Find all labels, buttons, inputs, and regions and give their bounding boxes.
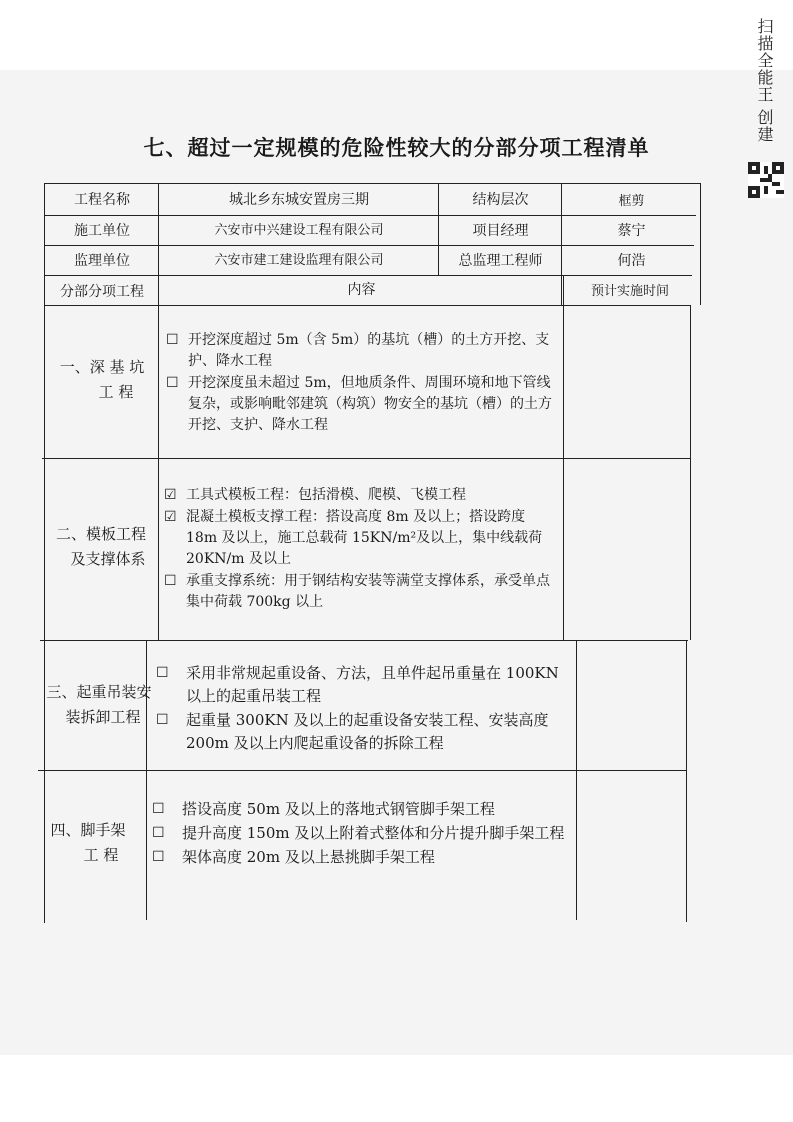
- chief-label: 总监理工程师: [458, 252, 543, 269]
- chief-value: 何浩: [617, 252, 646, 269]
- list-item: [164, 571, 556, 613]
- checkbox-icon[interactable]: ☐: [164, 573, 177, 589]
- section-category: [46, 355, 158, 405]
- construction-value: 六安市中兴建设工程有限公司: [214, 222, 384, 238]
- checkbox-icon[interactable]: ☐: [166, 332, 179, 348]
- watermark-text: 扫描全能王 创建: [755, 18, 774, 144]
- section-content: [156, 662, 570, 756]
- item-text: 工具式模板工程：包括滑模、爬模、飞模工程: [186, 487, 466, 503]
- item-text: 搭设高度 50m 及以上的落地式钢管脚手架工程: [182, 800, 495, 818]
- category-line: 四、脚手架: [50, 821, 126, 839]
- category-line: 三、起重吊装安: [46, 683, 152, 701]
- checkbox-icon[interactable]: ☐: [156, 712, 169, 728]
- item-text: 起重量 300KN 及以上的起重设备安装工程、安装高度 200m 及以上内爬起重设备的拆除工程: [186, 711, 549, 752]
- section-category: [40, 680, 158, 730]
- list-item: [156, 709, 570, 755]
- item-text: 架体高度 20m 及以上悬挑脚手架工程: [182, 848, 435, 866]
- checkbox-icon[interactable]: ☐: [152, 801, 165, 817]
- header-content: 内容: [347, 281, 376, 298]
- list-item: [164, 485, 556, 506]
- item-text: 承重支撑系统：用于钢结构安装等满堂支撑体系，承受单点集中荷载 700kg 以上: [186, 573, 550, 610]
- project-name-value: 城北乡东城安置房三期: [229, 192, 369, 208]
- checkbox-icon[interactable]: ☐: [166, 375, 179, 391]
- project-name-label: 工程名称: [74, 192, 130, 208]
- list-item: [152, 798, 572, 821]
- checkbox-icon[interactable]: ☐: [152, 849, 165, 865]
- structure-label: 结构层次: [472, 192, 529, 208]
- list-item: [166, 373, 554, 436]
- manager-label: 项目经理: [472, 222, 529, 239]
- section-category: [30, 818, 146, 868]
- item-text: 采用非常规起重设备、方法，且单件起吊重量在 100KN 以上的起重吊装工程: [186, 664, 559, 705]
- section-content: [152, 798, 572, 870]
- item-text: 开挖深度虽未超过 5m，但地质条件、周围环境和地下管线复杂，或影响毗邻建筑（构筑）物安全的基坑（槽）的土方开挖、支护、降水工程: [188, 375, 552, 433]
- section-content: [166, 330, 554, 437]
- list-item: [152, 846, 572, 869]
- category-line: 二、模板工程: [55, 525, 146, 543]
- page-title: 七、超过一定规模的危险性较大的分部分项工程清单: [143, 136, 650, 160]
- checkbox-icon[interactable]: ☑: [164, 509, 177, 525]
- list-item: [164, 507, 556, 570]
- checkbox-icon[interactable]: ☐: [156, 665, 169, 681]
- qr-code-icon: [748, 162, 784, 198]
- item-text: 开挖深度超过 5m（含 5m）的基坑（槽）的土方开挖、支护、降水工程: [188, 332, 550, 369]
- list-item: [166, 330, 554, 372]
- category-line: 工 程: [83, 846, 119, 864]
- section-content: [164, 485, 556, 614]
- header-time: 预计实施时间: [590, 283, 669, 299]
- manager-value: 蔡宁: [617, 222, 646, 239]
- category-line: 及支撑体系: [70, 550, 146, 568]
- item-text: 混凝土模板支撑工程：搭设高度 8m 及以上；搭设跨度 18m 及以上，施工总载荷 15KN/m²及以上，集中线载荷 20KN/m 及以上: [186, 509, 543, 567]
- supervision-value: 六安市建工建设监理有限公司: [214, 252, 384, 268]
- scanner-watermark: [753, 18, 781, 143]
- checkbox-icon[interactable]: ☑: [164, 487, 177, 503]
- category-line: 装拆卸工程: [65, 708, 141, 726]
- list-item: [156, 662, 570, 708]
- category-line: 一、深 基 坑: [59, 358, 145, 376]
- structure-value: 框剪: [618, 194, 645, 209]
- item-text: 提升高度 150m 及以上附着式整体和分片提升脚手架工程: [182, 824, 565, 842]
- checkbox-icon[interactable]: ☐: [152, 825, 165, 841]
- supervision-label: 监理单位: [74, 252, 130, 269]
- list-item: [152, 822, 572, 845]
- construction-label: 施工单位: [74, 222, 130, 239]
- category-line: 工 程: [98, 383, 134, 401]
- section-category: [44, 522, 158, 572]
- header-category: 分部分项工程: [60, 283, 144, 300]
